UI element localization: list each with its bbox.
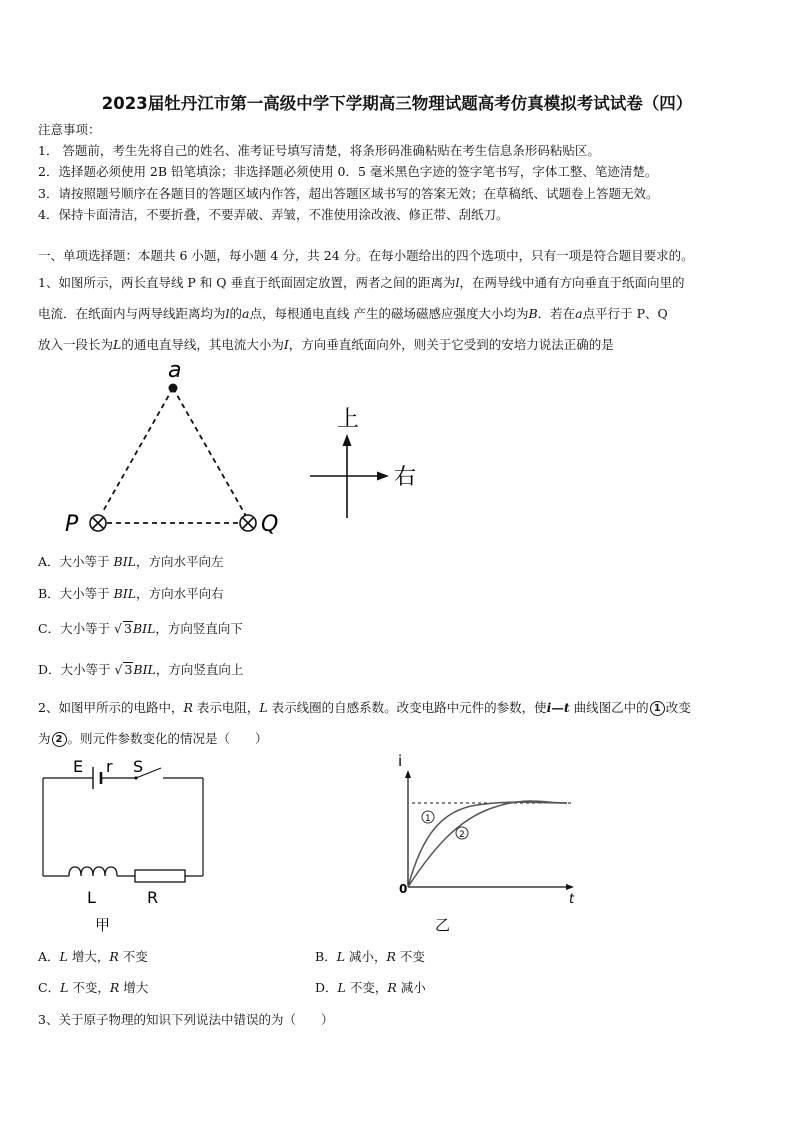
circuit-figure [35,750,225,940]
q1-option-d[interactable]: D．大小等于 √ 3BIL，方向竖直向上 [38,662,244,677]
direction-axes-figure [305,398,430,523]
y-axis-arrow-icon [405,770,411,778]
q2-option-b[interactable]: B．L 减小，R 不变 [315,949,425,964]
resistor-label: R [147,888,159,907]
q1-line-3: 放入一段长为L的通电直导线，其电流大小为I，方向垂直纸面向外，则关于它受到的安培力说法正确的是 [38,337,614,352]
curve-1-label: 1 [425,814,431,824]
switch-label: S [133,757,144,776]
wire-q-label: Q [261,512,279,537]
inductor-label: L [87,888,96,907]
i-t-graph-figure [362,750,592,935]
q1-line-2: 电流．在纸面内与两导线距离均为l的a点，每根通电直线 产生的磁场磁感应强度大小均为B．若在a点平行于 P、Q [38,306,668,321]
notice-item: 3．请按照题号顺序在各题目的答题区域内作答，超出答题区域书写的答案无效；在草稿纸、试题卷上答题无效。 [38,186,659,201]
y-axis-label: i [398,752,403,770]
q2-option-d[interactable]: D．L 不变，R 减小 [315,980,426,995]
curve-2-label: 2 [459,830,465,840]
x-axis-arrow-icon [566,884,574,890]
circled-2-icon: 2 [52,732,67,747]
exam-title: 2023届牡丹江市第一高级中学下学期高三物理试题高考仿真模拟考试试卷（四） [101,94,693,113]
inductor-coil-icon [69,867,117,876]
curve-1 [408,802,567,887]
origin-label: 0 [399,882,408,896]
wire-q-into-page-icon [240,515,256,531]
wire-p-into-page-icon [90,515,106,531]
q2-line-1: 2、如图甲所示的电路中，R 表示电阻，L 表示线圈的自感系数。改变电路中元件的参数，使i—t 曲线图乙中的 1 改变 [38,700,691,715]
up-arrow-icon [343,434,352,446]
right-label: 右 [394,465,417,490]
up-label: 上 [337,407,360,432]
point-a-dot [169,384,178,393]
right-arrow-icon [377,472,389,481]
notice-item: 4．保持卡面清洁，不要折叠，不要弄破、弄皱，不准使用涂改液、修正带、刮纸刀。 [38,207,509,222]
wire-p-label: P [65,512,79,537]
x-axis-label: t [569,892,575,907]
q2-line-2: 为 2 。则元件参数变化的情况是（ ） [38,731,268,746]
figure-caption-yi: 乙 [435,916,451,934]
q1-option-a[interactable]: A．大小等于 BIL，方向水平向左 [38,554,224,569]
internal-resistance-label: r [106,757,113,776]
notice-item: 1． 答题前，考生先将自己的姓名、准考证号填写清楚，将条形码准确粘贴在考生信息条形码粘贴区。 [38,143,600,158]
curve-2 [408,801,567,887]
notice-item: 2．选择题必须使用 2B 铅笔填涂；非选择题必须使用 0．5 毫米黑色字迹的签字笔书写，字体工整、笔迹清楚。 [38,164,658,179]
dashed-side-ap [102,388,173,513]
resistor-box-icon [135,870,185,882]
q1-triangle-figure [55,358,295,543]
dashed-side-aq [173,388,246,516]
q2-option-c[interactable]: C．L 不变，R 增大 [38,980,149,995]
q1-option-c[interactable]: C．大小等于 √ 3BIL，方向竖直向下 [38,621,243,636]
emf-label: E [73,757,84,776]
section-heading: 一、单项选择题：本题共 6 小题，每小题 4 分，共 24 分。在每小题给出的四个选项中，只有一项是符合题目要求的。 [38,248,694,263]
q2-option-a[interactable]: A．L 增大，R 不变 [38,949,148,964]
circled-1-icon: 1 [650,701,665,716]
notice-heading: 注意事项： [38,122,101,137]
q1-option-b[interactable]: B．大小等于 BIL，方向水平向右 [38,586,224,601]
sqrt-sign-icon: √ [114,662,123,677]
q1-line-1: 1、如图所示，两长直导线 P 和 Q 垂直于纸面固定放置，两者之间的距离为l，在两导线中通有方向垂直于纸面向里的 [38,275,685,290]
figure-caption-jia: 甲 [95,916,111,934]
point-a-label: a [168,358,182,383]
q3-stem: 3、关于原子物理的知识下列说法中错误的为（ ） [38,1012,334,1027]
sqrt-sign-icon: √ [114,621,123,636]
